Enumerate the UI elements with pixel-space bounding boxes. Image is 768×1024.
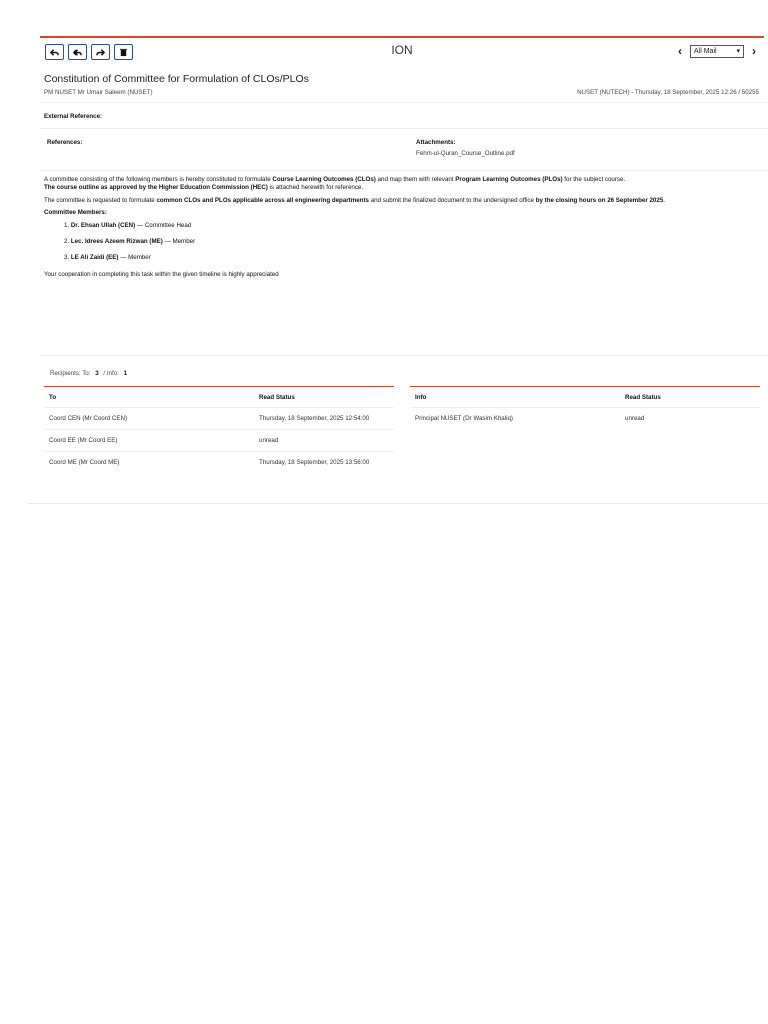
read-status: unread: [254, 430, 394, 452]
message-view: [40, 36, 764, 466]
member-role: — Member: [162, 238, 196, 246]
body-text: for the subject course.: [562, 176, 626, 183]
body-bold-text: Course Learning Outcomes (CLOs): [272, 176, 376, 183]
to-recipients-table: [44, 386, 394, 473]
body-bold-text: by the closing hours on 26 September 2025: [535, 196, 664, 204]
divider: [40, 355, 768, 356]
recipient-name: Coord EE (Mr Coord EE): [44, 430, 254, 452]
mail-navigation: [678, 44, 756, 58]
body-bold-text: The course outline as approved by the Higher Education Commission (HEC): [44, 184, 268, 192]
member-name: Dr. Ehsan Ullah (CEN): [70, 221, 136, 229]
toolbar: [40, 44, 764, 72]
recipients-info-label: / Info:: [103, 370, 119, 377]
closing-text: Your cooperation in completing this task within the given timeline is highly appreciated: [44, 270, 279, 278]
message-meta: NUSET (NUTECH) - Thursday, 18 September, 2025 12:26 / 50255: [577, 89, 759, 96]
body-text: The committee is requested to formulate: [44, 196, 157, 204]
column-header: Read Status: [620, 387, 760, 408]
recipients-summary: [50, 370, 130, 377]
divider: [40, 102, 768, 103]
list-number: 1.: [64, 221, 70, 229]
read-status: Thursday, 18 September, 2025 13:56:00: [254, 452, 394, 474]
message-sender: PM NUSET Mr Umair Saleem (NUSET): [44, 89, 153, 96]
table-header: [44, 387, 394, 408]
body-text: .: [663, 196, 665, 204]
prev-message-button[interactable]: ‹: [678, 44, 682, 58]
member-role: — Member: [118, 254, 151, 262]
accent-line: [40, 36, 764, 38]
recipient-name: Principal NUSET (Dr Wasim Khaliq): [410, 408, 620, 430]
body-paragraph: [44, 176, 759, 193]
column-header: Info: [410, 387, 620, 408]
recipient-name: Coord ME (Mr Coord ME): [44, 452, 254, 474]
table-row: [410, 408, 760, 430]
members-heading: [44, 209, 759, 217]
read-status: unread: [620, 408, 760, 430]
message-body: [44, 176, 759, 283]
body-text: is attached herewith for reference.: [267, 184, 364, 192]
table-row: [44, 430, 394, 452]
list-number: 2.: [64, 238, 70, 246]
app-title: ION: [391, 43, 413, 57]
next-message-button[interactable]: ›: [752, 44, 756, 58]
recipients-to-label: Recipients: To:: [50, 370, 91, 377]
recipients-to-count: 3: [95, 370, 99, 377]
column-header: Read Status: [254, 387, 394, 408]
member-name: Lec. Idrees Azeem Rizwan (ME): [70, 238, 163, 246]
info-recipients-table: [410, 386, 760, 429]
recipients-info-count: 1: [123, 370, 128, 377]
list-item: [64, 238, 759, 246]
column-header: To: [44, 387, 254, 408]
body-bold-text: Program Learning Outcomes (PLOs): [455, 176, 563, 183]
external-reference-label: External Reference:: [44, 113, 103, 120]
body-text: A committee consisting of the following members is hereby constituted to formulate: [44, 176, 273, 183]
body-paragraph: [44, 197, 759, 205]
divider: [40, 128, 768, 129]
references-label: References:: [47, 139, 83, 146]
members-list: [64, 222, 759, 263]
footer-divider: [28, 503, 768, 504]
chevron-down-icon: ▾: [736, 47, 740, 55]
list-item: [64, 254, 759, 262]
body-text: and submit the finalized document to the undersigned office: [368, 196, 536, 204]
list-item: [64, 222, 759, 230]
table-header: [410, 387, 760, 408]
attachments-label: Attachments:: [416, 139, 456, 146]
attachment-link[interactable]: Fehm-ul-Quran_Course_Outline.pdf: [416, 150, 515, 157]
read-status: Thursday, 18 September, 2025 12:54:00: [254, 408, 394, 430]
member-name: LE Ali Zaidi (EE): [70, 254, 119, 262]
mailbox-select[interactable]: [690, 45, 744, 58]
list-number: 3.: [64, 254, 70, 262]
message-subject: Constitution of Committee for Formulation of CLOs/PLOs: [44, 73, 309, 85]
divider: [40, 170, 768, 171]
member-role: — Committee Head: [135, 221, 192, 229]
members-heading-text: Committee Members:: [44, 209, 107, 217]
body-bold-text: common CLOs and PLOs applicable across all engineering departments: [156, 196, 369, 204]
table-row: [44, 408, 394, 430]
mailbox-select-value: All Mail: [694, 47, 717, 55]
table-row: [44, 452, 394, 474]
recipient-name: Coord CEN (Mr Coord CEN): [44, 408, 254, 430]
body-text: and map them with relevant: [375, 176, 456, 183]
